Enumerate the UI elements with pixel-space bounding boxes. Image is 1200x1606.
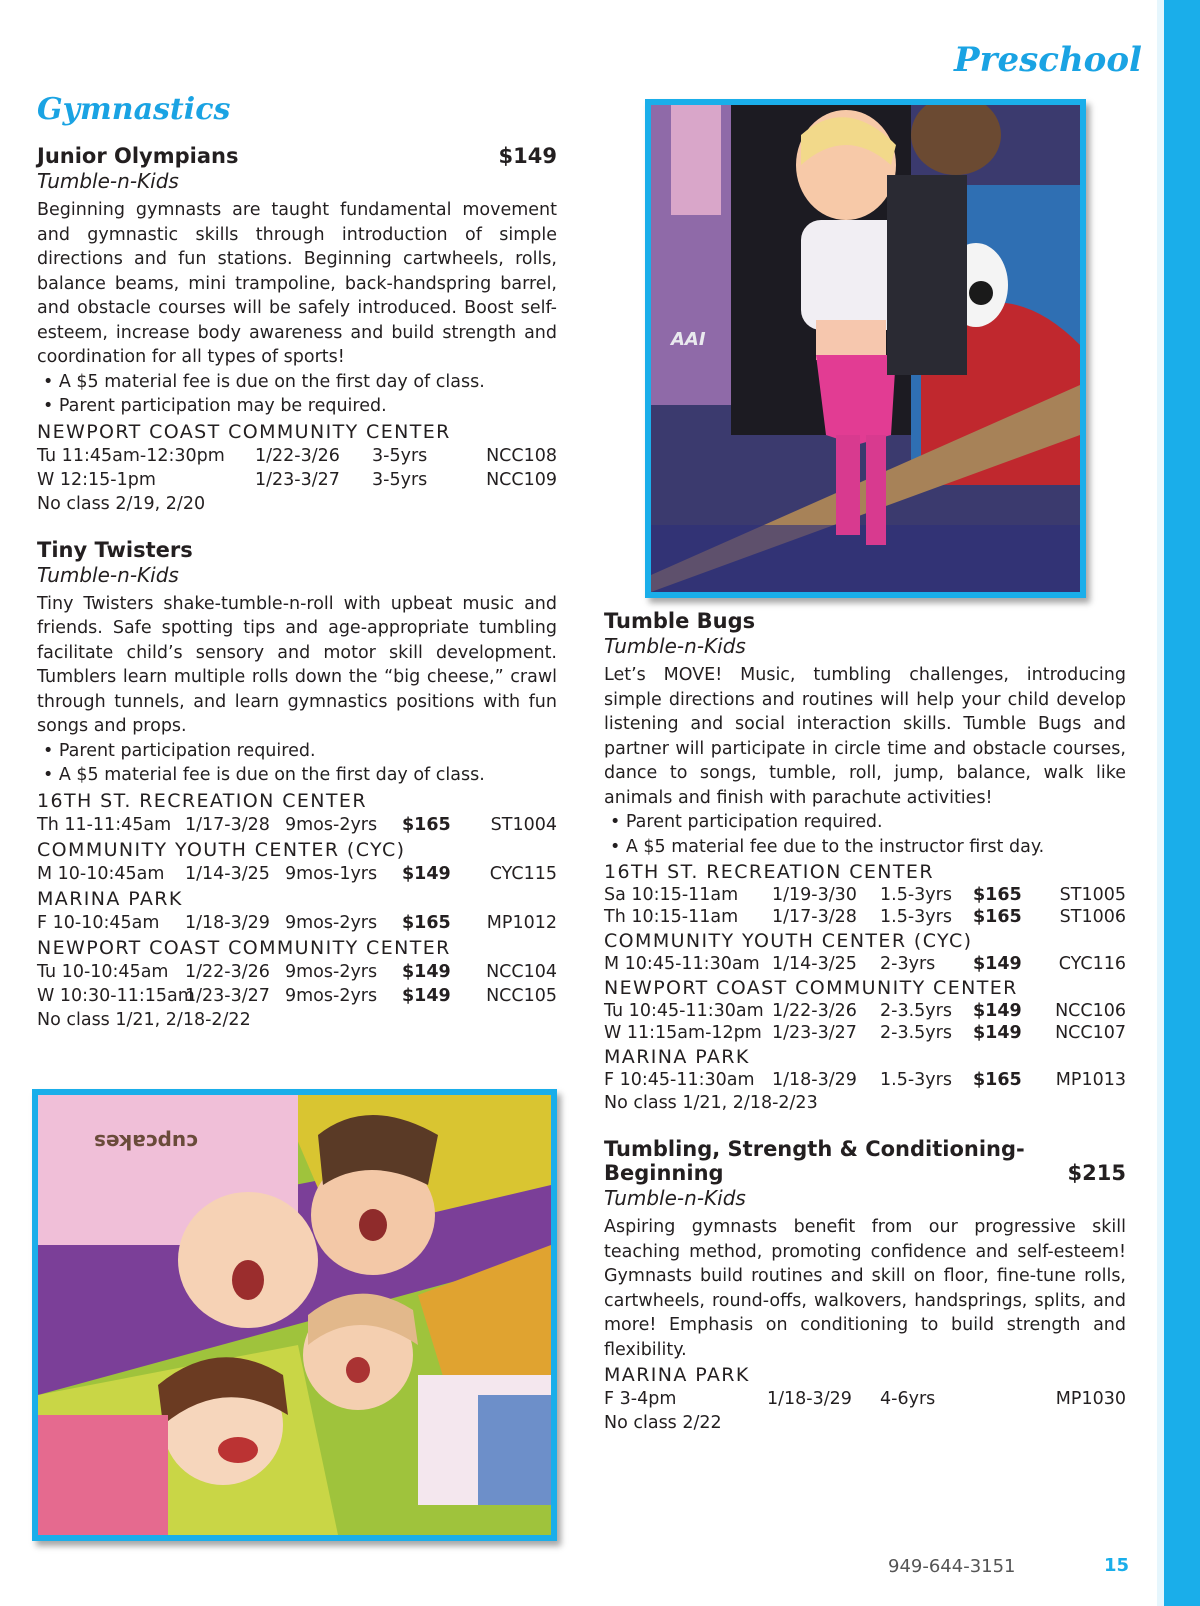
- location-name: MARINA PARK: [604, 1046, 750, 1068]
- schedule-price: $165: [402, 912, 451, 933]
- course-price: $149: [498, 144, 557, 168]
- photo-kids-on-parachute: [32, 1089, 557, 1541]
- schedule-age: 3-5yrs: [372, 469, 428, 490]
- schedule-dates: 1/18-3/29: [772, 1070, 857, 1090]
- location-name: 16TH ST. RECREATION CENTER: [604, 861, 934, 883]
- course-bullet: • Parent participation required.: [604, 810, 1126, 835]
- schedule-dates: 1/17-3/28: [772, 907, 857, 927]
- schedule-day: Th 11-11:45am: [37, 814, 172, 835]
- schedule-row: [37, 911, 557, 935]
- schedule-age: 9mos-2yrs: [285, 912, 378, 933]
- schedule-price: $165: [402, 814, 451, 835]
- schedule-price: $149: [973, 1001, 1022, 1021]
- course-title-row: [604, 1161, 1126, 1185]
- schedule-row: [604, 953, 1126, 975]
- schedule-price: $149: [973, 954, 1022, 974]
- schedule-day: W 11:15am-12pm: [604, 1023, 762, 1043]
- schedule-age: 4-6yrs: [880, 1389, 936, 1409]
- schedule-dates: 1/23-3/27: [772, 1023, 857, 1043]
- schedule-code: MP1013: [1055, 1070, 1126, 1090]
- schedule-price: $149: [402, 985, 451, 1006]
- schedule-row: [604, 884, 1126, 906]
- schedule-row: [604, 1000, 1126, 1022]
- location-name: NEWPORT COAST COMMUNITY CENTER: [37, 420, 451, 443]
- course-title-row: [37, 144, 557, 168]
- schedule-code: CYC116: [1058, 954, 1126, 974]
- schedule-age: 9mos-2yrs: [285, 961, 378, 982]
- schedule-code: NCC109: [486, 469, 557, 490]
- schedule-day: Tu 10-10:45am: [37, 961, 169, 982]
- mat-logo-text: AAI: [671, 329, 706, 350]
- side-color-bar: [1164, 0, 1200, 1606]
- location-name: MARINA PARK: [37, 887, 183, 910]
- location-name: NEWPORT COAST COMMUNITY CENTER: [604, 977, 1018, 999]
- schedule-age: 1.5-3yrs: [880, 1070, 952, 1090]
- schedule-dates: 1/17-3/28: [185, 814, 270, 835]
- schedule-dates: 1/22-3/26: [255, 445, 340, 466]
- schedule-row: [37, 984, 557, 1008]
- schedule-age: 3-5yrs: [372, 445, 428, 466]
- schedule-day: Th 10:15-11am: [604, 907, 739, 927]
- course-provider: Tumble-n-Kids: [604, 1186, 746, 1210]
- location-name: COMMUNITY YOUTH CENTER (CYC): [37, 838, 406, 861]
- schedule-row: [604, 1069, 1126, 1091]
- schedule-code: CYC115: [489, 863, 557, 884]
- photo-illustration: [651, 105, 1080, 592]
- schedule-code: NCC107: [1055, 1023, 1126, 1043]
- schedule-price: $149: [973, 1023, 1022, 1043]
- schedule-day: F 10:45-11:30am: [604, 1070, 755, 1090]
- schedule-code: ST1006: [1059, 907, 1126, 927]
- course-title: Tumbling, Strength & Conditioning-: [604, 1137, 1025, 1161]
- schedule-day: M 10:45-11:30am: [604, 954, 760, 974]
- course-price: $215: [1067, 1161, 1126, 1185]
- schedule-day: F 10-10:45am: [37, 912, 160, 933]
- schedule-dates: 1/18-3/29: [185, 912, 270, 933]
- course-title: Junior Olympians: [37, 144, 239, 168]
- course-description: Let’s MOVE! Music, tumbling challenges, introducing simple directions and routines will help your child develop listening and social interaction skills. Tumble Bugs and partner will participate in circle time and obstacle courses, dance to songs, tumble, roll, jump, balance, walk like animals and finish with parachute activities!: [604, 665, 1126, 808]
- course-title-row: [37, 538, 557, 562]
- schedule-dates: 1/23-3/27: [255, 469, 340, 490]
- course-title-row: [604, 609, 1126, 633]
- location-name: MARINA PARK: [604, 1364, 750, 1386]
- schedule-price: $149: [402, 961, 451, 982]
- course-description: Tiny Twisters shake-tumble-n-roll with upbeat music and friends. Safe spotting tips and age-appropriate tumbling facilitate child’s sensory and motor skill development. Tumblers learn multiple rolls down the “big cheese,” crawl through tunnels, and learn gymnastics positions with fun songs and props.: [37, 593, 557, 736]
- course-provider: Tumble-n-Kids: [604, 634, 746, 658]
- left-column: [37, 144, 557, 1054]
- schedule-dates: 1/22-3/26: [185, 961, 270, 982]
- schedule-age: 1.5-3yrs: [880, 885, 952, 905]
- course-bullet: • A $5 material fee due to the instructor first day.: [604, 835, 1126, 860]
- schedule-age: 9mos-2yrs: [285, 814, 378, 835]
- course-description: Aspiring gymnasts benefit from our progressive skill teaching method, promoting confidence and self-esteem! Gymnasts build routines and skill on floor, fine-tune rolls, cartwheels, round-offs, walkovers, handsprings, splits, and more! Emphasis on conditioning to build strength and flexibility.: [604, 1217, 1126, 1360]
- schedule-code: NCC108: [486, 445, 557, 466]
- course-junior-olympians: [37, 144, 557, 516]
- footer-phone: 949-644-3151: [888, 1556, 1016, 1577]
- location-name: NEWPORT COAST COMMUNITY CENTER: [37, 936, 451, 959]
- schedule-code: NCC106: [1055, 1001, 1126, 1021]
- course-note: No class 2/22: [604, 1413, 722, 1433]
- location-name: 16TH ST. RECREATION CENTER: [37, 789, 367, 812]
- schedule-dates: 1/23-3/27: [185, 985, 270, 1006]
- schedule-dates: 1/22-3/26: [772, 1001, 857, 1021]
- course-bullet: • A $5 material fee is due on the first day of class.: [37, 370, 557, 395]
- photo-toddler-balance-beam: [645, 99, 1086, 598]
- course-provider: Tumble-n-Kids: [37, 169, 179, 193]
- course-note: No class 1/21, 2/18-2/22: [37, 1009, 251, 1030]
- course-tumble-bugs: [604, 609, 1126, 1115]
- schedule-day: Tu 11:45am-12:30pm: [37, 445, 225, 466]
- schedule-row: [604, 906, 1126, 928]
- schedule-day: M 10-10:45am: [37, 863, 165, 884]
- schedule-row: [37, 862, 557, 886]
- photo-illustration: [38, 1095, 551, 1535]
- schedule-row: [37, 468, 557, 492]
- schedule-age: 2-3yrs: [880, 954, 936, 974]
- schedule-row: [37, 960, 557, 984]
- course-title: Tumble Bugs: [604, 609, 756, 633]
- schedule-price: $165: [973, 907, 1022, 927]
- schedule-age: 2-3.5yrs: [880, 1001, 952, 1021]
- course-bullet: • A $5 material fee is due on the first day of class.: [37, 763, 557, 788]
- category-title: Gymnastics: [37, 92, 231, 127]
- schedule-code: MP1012: [486, 912, 557, 933]
- course-title-line2: Beginning: [604, 1161, 724, 1185]
- schedule-dates: 1/14-3/25: [772, 954, 857, 974]
- course-note: No class 2/19, 2/20: [37, 493, 206, 514]
- course-description: Beginning gymnasts are taught fundamental movement and gymnastic skills through introduction of simple directions and fun stations. Beginning cartwheels, rolls, balance beams, mini trampoline, back-handspring barrel, and obstacle courses will be safely introduced. Boost self-esteem, increase body awareness and build strength and coordination for all types of sports!: [37, 200, 557, 367]
- schedule-dates: 1/19-3/30: [772, 885, 857, 905]
- schedule-dates: 1/14-3/25: [185, 863, 270, 884]
- schedule-age: 9mos-1yrs: [285, 863, 378, 884]
- course-bullet: • Parent participation required.: [37, 739, 557, 764]
- schedule-code: NCC104: [486, 961, 557, 982]
- schedule-code: ST1005: [1059, 885, 1126, 905]
- schedule-code: MP1030: [1055, 1389, 1126, 1409]
- course-bullet: • Parent participation may be required.: [37, 394, 557, 419]
- schedule-dates: 1/18-3/29: [767, 1389, 852, 1409]
- side-bar-edge: [1157, 0, 1164, 1606]
- course-title: Tiny Twisters: [37, 537, 193, 562]
- course-tiny-twisters: [37, 538, 557, 1032]
- page-number: 15: [1104, 1555, 1130, 1576]
- schedule-code: NCC105: [486, 985, 557, 1006]
- schedule-day: F 3-4pm: [604, 1389, 677, 1409]
- right-column: [604, 609, 1126, 1457]
- schedule-row: [604, 1022, 1126, 1044]
- course-provider: Tumble-n-Kids: [37, 562, 179, 587]
- schedule-row: [37, 813, 557, 837]
- schedule-row: [604, 1387, 1126, 1411]
- section-title: Preschool: [954, 40, 1142, 80]
- schedule-age: 2-3.5yrs: [880, 1023, 952, 1043]
- schedule-price: $165: [973, 1070, 1022, 1090]
- schedule-row: [37, 444, 557, 468]
- course-note: No class 1/21, 2/18-2/23: [604, 1093, 818, 1113]
- course-tumbling-strength: [604, 1137, 1126, 1435]
- schedule-day: Sa 10:15-11am: [604, 885, 739, 905]
- schedule-price: $149: [402, 863, 451, 884]
- schedule-day: W 10:30-11:15am: [37, 985, 195, 1006]
- schedule-day: Tu 10:45-11:30am: [604, 1001, 764, 1021]
- location-name: COMMUNITY YOUTH CENTER (CYC): [604, 930, 973, 952]
- schedule-age: 9mos-2yrs: [285, 985, 378, 1006]
- schedule-day: W 12:15-1pm: [37, 469, 156, 490]
- schedule-code: ST1004: [490, 814, 557, 835]
- schedule-price: $165: [973, 885, 1022, 905]
- shirt-text: cupcakes: [94, 1130, 198, 1154]
- schedule-age: 1.5-3yrs: [880, 907, 952, 927]
